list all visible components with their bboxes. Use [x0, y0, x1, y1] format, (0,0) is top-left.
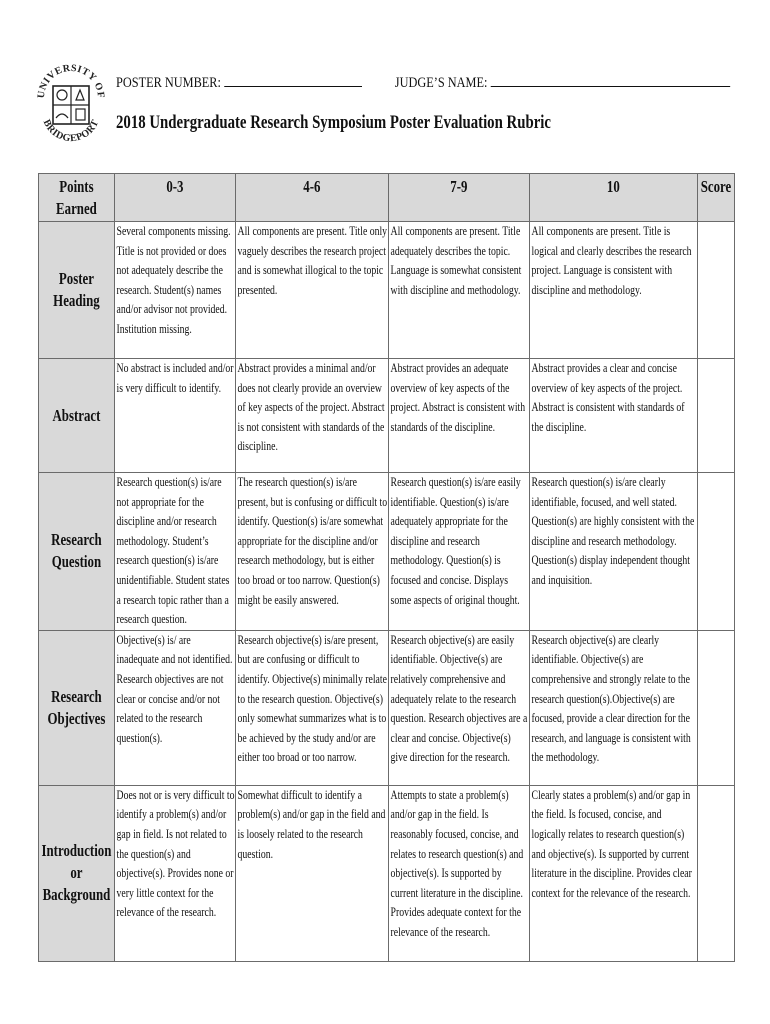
- rubric-cell: Research objective(s) is/are present, but are confusing or difficult to identify. Objective(s) minimally relate to the research question. Objective(s) only somewhat summarizes what is to be achieved by the study and/or are either too broad or too narrow.: [236, 630, 389, 785]
- rubric-cell: Research objective(s) are clearly identifiable. Objective(s) are comprehensive and strongly relate to the research question(s).Objective(s) are focused, provide a clear direction for the research, and language is consistent with the methodology.: [530, 630, 698, 785]
- score-cell[interactable]: [698, 222, 735, 359]
- row-header: Poster Heading: [39, 222, 115, 359]
- rubric-cell: No abstract is included and/or is very difficult to identify.: [115, 359, 236, 473]
- rubric-cell: Abstract provides a minimal and/or does not clearly provide an overview of key aspects of the project. Abstract is not consistent with standards of the discipline.: [236, 359, 389, 473]
- rubric-table: [38, 173, 735, 962]
- judge-name-label: JUDGE’S NAME:: [394, 75, 488, 91]
- poster-header-fields: [116, 72, 616, 92]
- poster-number-field: [116, 72, 362, 92]
- score-cell[interactable]: [698, 359, 735, 473]
- table-header-row: [39, 174, 735, 222]
- page-title: 2018 Undergraduate Research Symposium Poster Evaluation Rubric: [116, 112, 552, 133]
- poster-number-label: POSTER NUMBER:: [116, 75, 221, 91]
- rubric-cell: The research question(s) is/are present, but is confusing or difficult to identify. Question(s) is/are somewhat appropriate for the discipline and/or research methodology, but is either too broad or too narrow. Question(s) might be easily answered.: [236, 473, 389, 631]
- rubric-cell: Research objective(s) are easily identifiable. Objective(s) are relatively comprehensive and adequately relate to the research question. Research objectives are a clear and concise. Objective(s) give direction for the research.: [389, 630, 530, 785]
- table-row: [39, 359, 735, 473]
- score-cell[interactable]: [698, 630, 735, 785]
- table-row: [39, 785, 735, 961]
- rubric-cell: Somewhat difficult to identify a problem(s) and/or gap in the field and is loosely related to the research question.: [236, 785, 389, 961]
- table-row: [39, 222, 735, 359]
- rubric-cell: Research question(s) is/are clearly identifiable, focused, and well stated. Question(s) are highly consistent with the discipline and research methodology. Question(s) display independent thought and inquisition.: [530, 473, 698, 631]
- rubric-cell: Abstract provides a clear and concise overview of key aspects of the project. Abstract is consistent with standards of the discipline.: [530, 359, 698, 473]
- judge-name-field: [395, 72, 730, 92]
- row-header: Introduction or Background: [39, 785, 115, 961]
- score-cell[interactable]: [698, 785, 735, 961]
- rubric-cell: Research question(s) is/are not appropriate for the discipline and/or research methodology. Student’s research question(s) is/are unidentifiable. Student states a research topic rather than a research question.: [115, 473, 236, 631]
- column-header: Points Earned: [39, 174, 115, 222]
- table-row: [39, 473, 735, 631]
- rubric-cell: Research question(s) is/are easily identifiable. Question(s) is/are adequately appropriate for the discipline and research methodology. Question(s) is focused and concise. Displays some aspects of original thought.: [389, 473, 530, 631]
- rubric-cell: Does not or is very difficult to identify a problem(s) and/or gap in field. Is not related to the question(s) and objective(s). Provides none or very little context for the relevance of the research.: [115, 785, 236, 961]
- row-header: Abstract: [39, 359, 115, 473]
- column-header: 10: [530, 174, 698, 222]
- column-header: 4-6: [236, 174, 389, 222]
- score-cell[interactable]: [698, 473, 735, 631]
- table-row: [39, 630, 735, 785]
- university-seal-icon: [36, 56, 106, 148]
- row-header: Research Question: [39, 473, 115, 631]
- rubric-cell: All components are present. Title adequately describes the topic. Language is somewhat consistent with discipline and methodology.: [389, 222, 530, 359]
- judge-name-blank[interactable]: [490, 72, 729, 87]
- column-header: Score: [698, 174, 735, 222]
- rubric-cell: Clearly states a problem(s) and/or gap in the field. Is focused, concise, and logically relates to research question(s) and objective(s). Is supported by current literature in the discipline. Provides clear context for the relevance of the research.: [530, 785, 698, 961]
- rubric-cell: Several components missing. Title is not provided or does not adequately describe the research. Student(s) names and/or advisor not provided. Institution missing.: [115, 222, 236, 359]
- rubric-cell: Objective(s) is/ are inadequate and not identified. Research objectives are not clear or concise and/or not related to the research question(s).: [115, 630, 236, 785]
- rubric-cell: All components are present. Title only vaguely describes the research project and is somewhat illogical to the topic presented.: [236, 222, 389, 359]
- rubric-cell: All components are present. Title is logical and clearly describes the research project. Language is consistent with discipline and methodology.: [530, 222, 698, 359]
- row-header: Research Objectives: [39, 630, 115, 785]
- svg-text:BRIDGEPORT: BRIDGEPORT: [40, 117, 102, 145]
- poster-number-blank[interactable]: [224, 72, 362, 87]
- svg-text:UNIVERSITY OF: UNIVERSITY OF: [36, 62, 106, 99]
- column-header: 0-3: [115, 174, 236, 222]
- column-header: 7-9: [389, 174, 530, 222]
- rubric-cell: Attempts to state a problem(s) and/or gap in the field. Is reasonably focused, concise, and relates to research question(s) and objective(s). Is supported by current literature in the discipline. Provides adequate context for the relevance of the research.: [389, 785, 530, 961]
- rubric-cell: Abstract provides an adequate overview of key aspects of the project. Abstract is consistent with standards of the discipline.: [389, 359, 530, 473]
